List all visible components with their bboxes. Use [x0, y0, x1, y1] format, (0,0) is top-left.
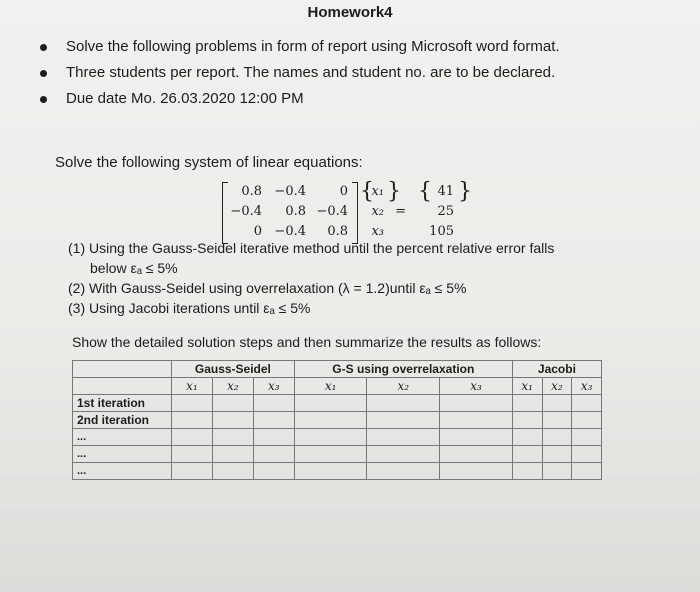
part-1-continuation: below εₐ ≤ 5% — [90, 260, 178, 276]
equals-sign: = — [395, 204, 406, 219]
instruction-item: Due date Mo. 26.03.2020 12:00 PM — [40, 88, 560, 114]
empty-cell — [73, 378, 172, 395]
part-2-line: (2) With Gauss-Seidel using overrelaxation (λ = 1.2)until εₐ ≤ 5% — [68, 280, 467, 296]
subheader-cell: x₁ — [294, 378, 367, 395]
row-label: 2nd iteration — [73, 412, 172, 429]
table-row — [73, 429, 602, 446]
subheader-cell: x₂ — [212, 378, 253, 395]
matrix-cell: −0.4 — [316, 204, 348, 219]
page-title: Homework4 — [307, 4, 393, 21]
results-table — [72, 360, 602, 480]
table-row — [73, 395, 602, 412]
part-1-line: (1) Using the Gauss-Seidel iterative method until the percent relative error falls — [68, 240, 555, 256]
matrix-cell: 0 — [253, 224, 262, 239]
matrix-cell: 0.8 — [327, 224, 348, 239]
table-subheader-row — [73, 378, 602, 395]
subheader-cell: x₃ — [440, 378, 513, 395]
subheader-cell: x₃ — [253, 378, 294, 395]
subheader-cell: x₁ — [512, 378, 542, 395]
subheader-cell: x₂ — [542, 378, 572, 395]
matrix-cell: 0.8 — [285, 204, 306, 219]
row-label: ... — [73, 446, 172, 463]
table-header-row — [73, 361, 602, 378]
part-3-line: (3) Using Jacobi iterations until εₐ ≤ 5% — [68, 300, 311, 316]
rhs-left-brace: { — [418, 179, 432, 204]
subheader-cell: x₁ — [172, 378, 213, 395]
vector-right-brace: } — [387, 179, 401, 204]
table-row — [73, 446, 602, 463]
matrix-cell: 0.8 — [241, 184, 262, 199]
unknown: x₁ — [371, 184, 384, 199]
instruction-item: Solve the following problems in form of report using Microsoft word format. — [40, 36, 560, 62]
unknown: x₂ — [371, 204, 384, 219]
linear-system — [222, 180, 492, 246]
summary-instruction: Show the detailed solution steps and then summarize the results as follows: — [72, 334, 542, 350]
bullet-icon — [40, 96, 47, 103]
rhs-right-brace: } — [458, 179, 472, 204]
matrix-cell: −0.4 — [274, 224, 306, 239]
table-row — [73, 412, 602, 429]
instruction-item: Three students per report. The names and student no. are to be declared. — [40, 62, 560, 88]
unknown: x₃ — [371, 224, 384, 239]
row-label: ... — [73, 463, 172, 480]
matrix-cell: 0 — [339, 184, 348, 199]
col-header-overrelaxation: G-S using overrelaxation — [294, 361, 512, 378]
bullet-icon — [40, 44, 47, 51]
rhs-value: 25 — [437, 204, 454, 219]
problem-intro: Solve the following system of linear equations: — [55, 154, 363, 171]
empty-corner-cell — [73, 361, 172, 378]
bullet-icon — [40, 70, 47, 77]
row-label: 1st iteration — [73, 395, 172, 412]
subheader-cell: x₃ — [572, 378, 602, 395]
col-header-jacobi: Jacobi — [512, 361, 601, 378]
rhs-value: 41 — [437, 184, 454, 199]
vector-left-brace: { — [360, 179, 374, 204]
table-row — [73, 463, 602, 480]
matrix-cell: −0.4 — [274, 184, 306, 199]
col-header-gauss-seidel: Gauss-Seidel — [172, 361, 295, 378]
matrix-cell: −0.4 — [230, 204, 262, 219]
row-label: ... — [73, 429, 172, 446]
rhs-value: 105 — [429, 224, 454, 239]
instructions-list — [40, 36, 560, 114]
problem-parts — [68, 238, 554, 318]
subheader-cell: x₂ — [367, 378, 440, 395]
